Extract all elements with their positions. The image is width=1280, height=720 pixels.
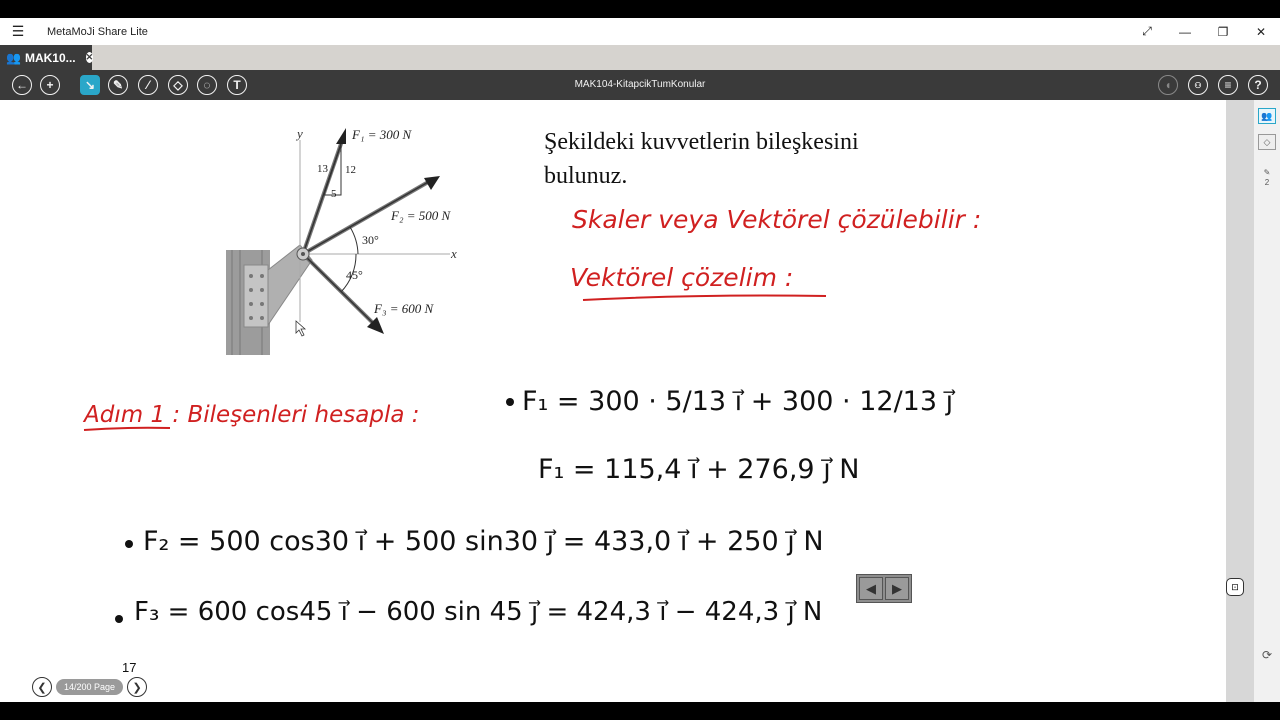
underline-red — [583, 296, 826, 301]
app-title: MetaMoJi Share Lite — [47, 25, 148, 38]
x-axis-label: x — [451, 246, 457, 261]
tab-label: MAK10... — [24, 50, 76, 65]
bullet — [125, 540, 133, 548]
pager-label: 14/200 Page — [56, 679, 123, 695]
tri-base-label: 5 — [331, 188, 337, 200]
share-icon[interactable]: ⚇ — [1188, 75, 1208, 95]
plate — [244, 265, 268, 327]
close-window-icon[interactable]: ✕ — [1255, 24, 1267, 39]
next-page-icon[interactable]: ❯ — [127, 677, 147, 697]
document-title: MAK104-KitapcikTumKonular — [574, 79, 706, 90]
f1-label: F₁ = 300 N — [352, 127, 412, 142]
restore-icon[interactable]: ❐ — [1217, 24, 1229, 39]
page-nav-overlay — [856, 574, 912, 603]
hamburger-menu-icon[interactable]: ☰ — [11, 23, 25, 39]
menu-icon[interactable]: ≡ — [1218, 75, 1238, 95]
eq-f2: F₂ = 500 cos30 i⃗ + 500 sin30 j⃗ = 433,0 i⃗ + 250 j⃗ N — [143, 526, 824, 557]
problem-line-1: Şekildeki kuvvetlerin bileşkesini — [544, 129, 859, 155]
step1-underline — [84, 428, 170, 430]
eraser-tool-icon[interactable]: ◇ — [168, 75, 188, 95]
f1-arrowhead — [336, 128, 346, 144]
eq-f1-components: F₁ = 300 · 5/13 i⃗ + 300 · 12/13 j⃗ — [522, 386, 954, 417]
people-icon: 👥 — [6, 50, 21, 65]
refresh-icon[interactable]: ⟳ — [1261, 648, 1273, 662]
title-bar — [0, 18, 1280, 45]
pager — [32, 677, 147, 697]
fullscreen-icon[interactable]: ⤢ — [1142, 24, 1152, 38]
toolbar — [0, 70, 1280, 100]
zoom-icon[interactable]: ⊡ — [1226, 578, 1244, 596]
prev-arrow-icon[interactable]: ◀ — [859, 577, 883, 600]
help-icon[interactable]: ? — [1248, 75, 1268, 95]
problem-line-2: bulunuz. — [544, 163, 628, 189]
back-icon[interactable]: ← — [12, 75, 32, 95]
document-page[interactable] — [0, 100, 1226, 702]
participants-icon[interactable]: 👥 — [1258, 108, 1276, 124]
f3-label: F₃ = 600 N — [374, 301, 434, 316]
eq-f3: F₃ = 600 cos45 i⃗ − 600 sin 45 j⃗ = 424,3 i⃗ − 424,3 j⃗ N — [134, 597, 823, 627]
tab-bar — [0, 45, 1280, 70]
angle45-label: 45° — [346, 268, 363, 282]
next-arrow-icon[interactable]: ▶ — [885, 577, 909, 600]
y-axis-label: y — [297, 126, 303, 141]
page-count: 2 — [1264, 178, 1270, 187]
select-tool-icon[interactable]: ↘ — [80, 75, 100, 95]
pen-count-icon[interactable]: ✎ — [1263, 168, 1271, 177]
tri-vert-label: 12 — [345, 164, 356, 176]
minimize-icon[interactable]: — — [1179, 24, 1191, 39]
angle30-arc — [350, 227, 358, 254]
tab-close-icon[interactable]: ✕ — [85, 52, 94, 62]
bullet — [115, 615, 123, 623]
page-number: 17 — [122, 660, 137, 675]
brush-tool-icon[interactable]: ⁄ — [138, 75, 158, 95]
vertical-scrollbar[interactable] — [1226, 100, 1254, 702]
prev-page-icon[interactable]: ❮ — [32, 677, 52, 697]
text-tool-icon[interactable]: T — [227, 75, 247, 95]
audio-icon[interactable]: ◖ — [1158, 75, 1178, 95]
right-side-panel — [1254, 100, 1280, 702]
add-icon[interactable]: + — [40, 75, 60, 95]
pen-tool-icon[interactable]: ✎ — [108, 75, 128, 95]
mouse-cursor-icon — [296, 321, 305, 336]
note-scalar-or-vector: Skaler veya Vektörel çözülebilir : — [572, 205, 982, 234]
force-figure — [226, 126, 457, 355]
window-controls — [1128, 18, 1280, 45]
note-vector-solve: Vektörel çözelim : — [570, 263, 794, 292]
tab-document[interactable] — [0, 45, 92, 70]
eraser-panel-icon[interactable]: ◇ — [1258, 134, 1276, 150]
angle30-label: 30° — [362, 233, 379, 247]
eq-f1-result: F₁ = 115,4 i⃗ + 276,9 j⃗ N — [538, 454, 860, 485]
lasso-tool-icon[interactable]: ◌ — [197, 75, 217, 95]
step1-label: Adım 1 : Bileşenleri hesapla : — [84, 402, 420, 428]
bottom-black-bar — [0, 702, 1280, 720]
top-black-bar — [0, 0, 1280, 18]
problem-statement — [544, 125, 859, 193]
bullet — [506, 398, 514, 406]
tri-hyp-label: 13 — [317, 163, 328, 175]
f2-label: F₂ = 500 N — [391, 208, 451, 223]
